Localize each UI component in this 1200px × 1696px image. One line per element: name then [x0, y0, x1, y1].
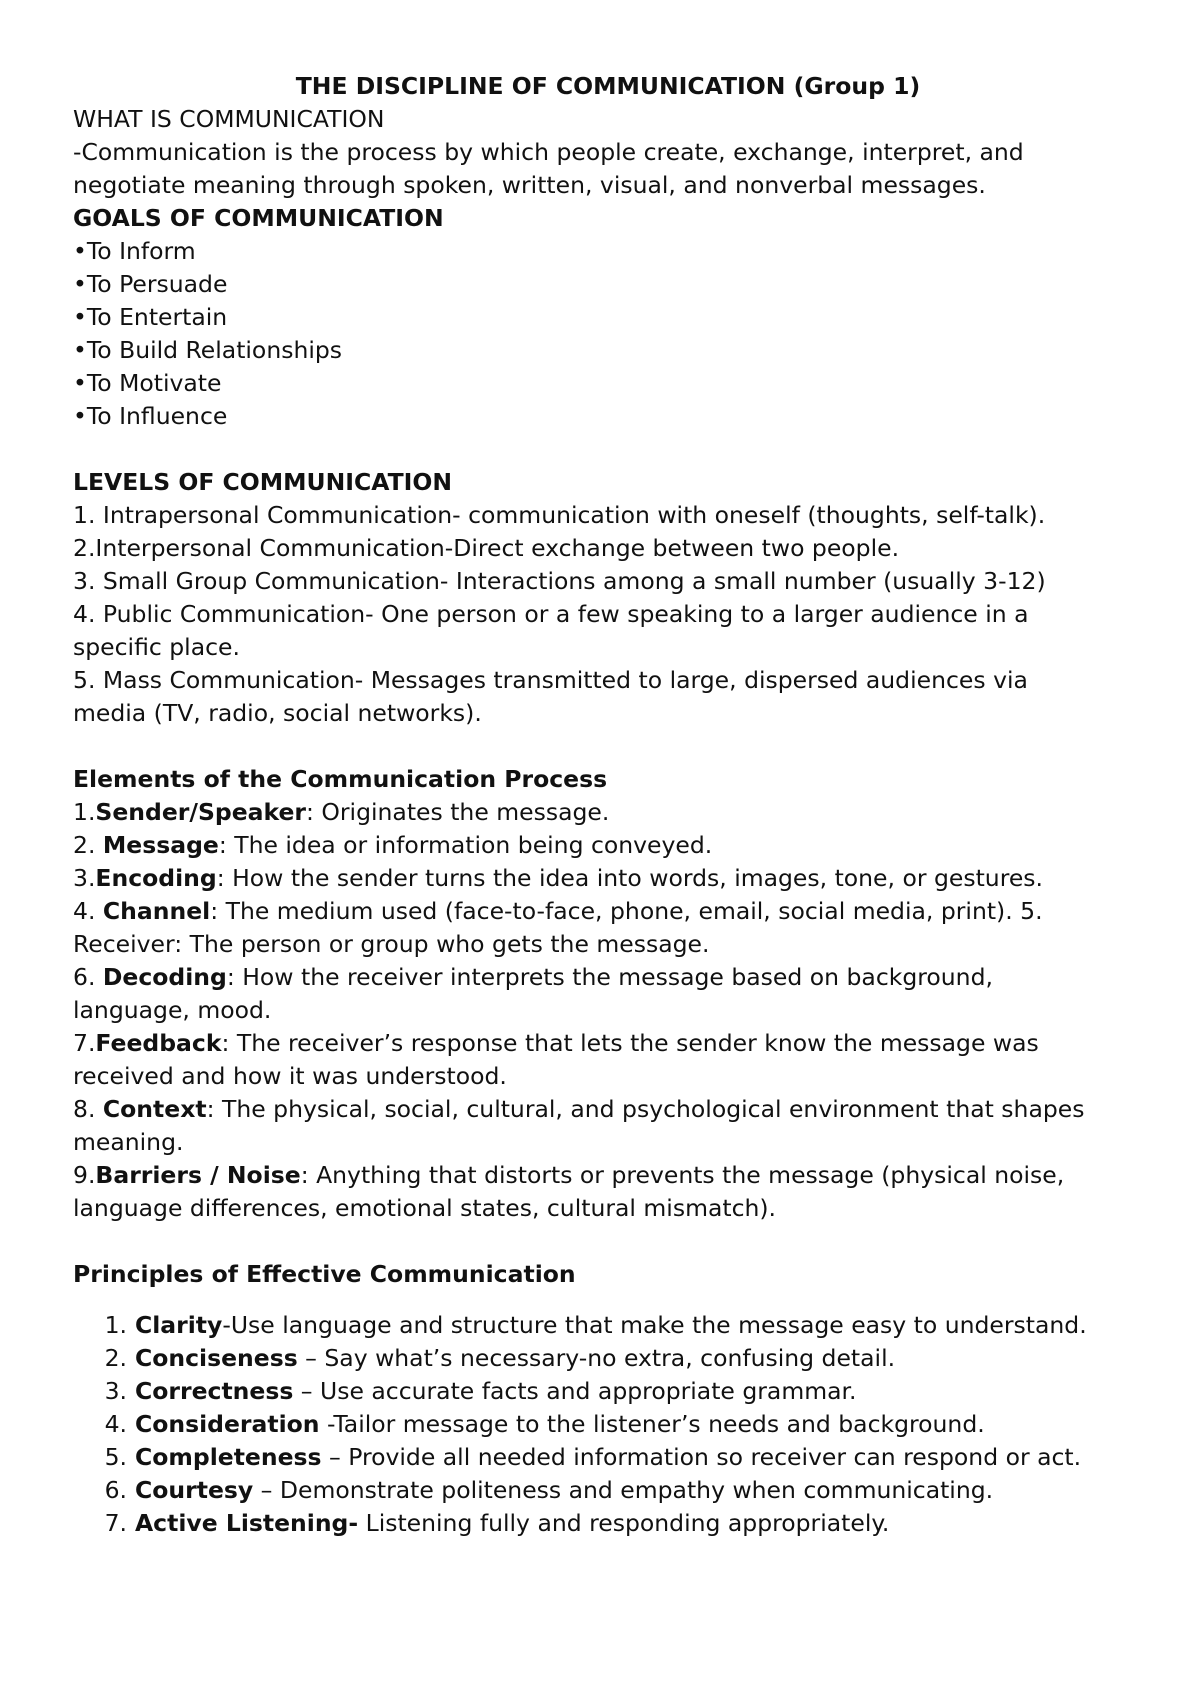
element-item [73, 829, 1153, 862]
element-number: 7. [73, 1029, 96, 1057]
element-continuation: Receiver: The person or group who gets the message. [73, 930, 710, 958]
element-text: : The medium used (face-to-face, phone, email, social media, print). 5. [210, 897, 1043, 925]
levels-heading: LEVELS OF COMMUNICATION [73, 468, 453, 496]
principle-text: Listening fully and responding appropriately. [358, 1509, 890, 1537]
element-text: : How the receiver interprets the message based on background, [226, 963, 993, 991]
principle-text: -Use language and structure that make the message easy to understand. [222, 1311, 1087, 1339]
level-line: 5. Mass Communication- Messages transmitted to large, dispersed audiences via [73, 666, 1028, 694]
definition-line-2: negotiate meaning through spoken, written, visual, and nonverbal messages. [73, 171, 986, 199]
goals-heading: GOALS OF COMMUNICATION [73, 204, 444, 232]
principle-term: Courtesy [135, 1476, 254, 1504]
level-line: specific place. [73, 633, 240, 661]
element-number: 9. [73, 1161, 96, 1189]
element-item [73, 1159, 1153, 1192]
element-term: Decoding [102, 963, 227, 991]
level-line: 4. Public Communication- One person or a few speaking to a larger audience in a [73, 600, 1029, 628]
element-item [73, 895, 1153, 928]
element-item [73, 796, 1153, 829]
document-page [73, 70, 1153, 1540]
principle-item [73, 1474, 1153, 1507]
element-continuation: meaning. [73, 1128, 184, 1156]
principle-number: 5. [104, 1443, 127, 1471]
principle-number: 3. [104, 1377, 127, 1405]
goal-item: •To Motivate [73, 369, 222, 397]
element-text: : The receiver’s response that lets the sender know the message was [221, 1029, 1039, 1057]
element-number: 6. [73, 963, 103, 991]
principle-item [73, 1342, 1153, 1375]
element-term: Encoding [95, 864, 217, 892]
level-line: 1. Intrapersonal Communication- communication with oneself (thoughts, self-talk). [73, 501, 1046, 529]
element-continuation: language differences, emotional states, cultural mismatch). [73, 1194, 777, 1222]
principle-text: – Demonstrate politeness and empathy when communicating. [253, 1476, 994, 1504]
principle-number: 1. [104, 1311, 127, 1339]
element-text: : Originates the message. [306, 798, 610, 826]
goal-item: •To Persuade [73, 270, 228, 298]
level-line: 2.Interpersonal Communication-Direct exchange between two people. [73, 534, 900, 562]
element-continuation: received and how it was understood. [73, 1062, 507, 1090]
element-number: 1. [73, 798, 96, 826]
element-term: Barriers / Noise [95, 1161, 301, 1189]
element-term: Sender/Speaker [95, 798, 307, 826]
principle-number: 2. [104, 1344, 127, 1372]
element-term: Feedback [95, 1029, 222, 1057]
document-title: THE DISCIPLINE OF COMMUNICATION (Group 1) [295, 72, 921, 100]
principle-number: 6. [104, 1476, 127, 1504]
element-continuation: language, mood. [73, 996, 272, 1024]
spacer [73, 433, 1153, 466]
principle-term: Conciseness [135, 1344, 298, 1372]
principle-term: Consideration [135, 1410, 320, 1438]
spacer [73, 730, 1153, 763]
principle-text: -Tailor message to the listener’s needs and background. [319, 1410, 985, 1438]
principle-item [73, 1507, 1153, 1540]
element-text: : The idea or information being conveyed. [218, 831, 713, 859]
principle-number: 7. [104, 1509, 127, 1537]
elements-heading: Elements of the Communication Process [73, 765, 608, 793]
element-term: Channel [102, 897, 211, 925]
element-item [73, 862, 1153, 895]
goal-item: •To Build Relationships [73, 336, 343, 364]
level-line: 3. Small Group Communication- Interactions among a small number (usually 3-12) [73, 567, 1046, 595]
element-item [73, 1093, 1153, 1126]
principle-term: Active Listening- [135, 1509, 359, 1537]
element-number: 3. [73, 864, 96, 892]
principle-term: Completeness [135, 1443, 322, 1471]
principle-item [73, 1375, 1153, 1408]
element-number: 8. [73, 1095, 103, 1123]
goal-item: •To Inform [73, 237, 196, 265]
element-number: 2. [73, 831, 103, 859]
principles-list [73, 1309, 1153, 1540]
goal-item: •To Influence [73, 402, 228, 430]
principle-term: Clarity [135, 1311, 223, 1339]
principle-item [73, 1408, 1153, 1441]
principles-heading: Principles of Effective Communication [73, 1260, 576, 1288]
level-line: media (TV, radio, social networks). [73, 699, 482, 727]
element-number: 4. [73, 897, 103, 925]
principle-item [73, 1441, 1153, 1474]
element-term: Message [102, 831, 219, 859]
element-item [73, 1027, 1153, 1060]
principle-text: – Use accurate facts and appropriate grammar. [293, 1377, 857, 1405]
what-is-heading: WHAT IS COMMUNICATION [73, 105, 385, 133]
element-text: : How the sender turns the idea into words, images, tone, or gestures. [216, 864, 1044, 892]
principle-item [73, 1309, 1153, 1342]
goal-item: •To Entertain [73, 303, 228, 331]
element-term: Context [102, 1095, 207, 1123]
element-text: : Anything that distorts or prevents the message (physical noise, [300, 1161, 1065, 1189]
element-item [73, 961, 1153, 994]
spacer [73, 1225, 1153, 1258]
principle-text: – Provide all needed information so receiver can respond or act. [321, 1443, 1082, 1471]
principle-text: – Say what’s necessary-no extra, confusing detail. [297, 1344, 896, 1372]
definition-line-1: -Communication is the process by which people create, exchange, interpret, and [73, 138, 1024, 166]
principle-number: 4. [104, 1410, 127, 1438]
principle-term: Correctness [135, 1377, 294, 1405]
element-text: : The physical, social, cultural, and psychological environment that shapes [206, 1095, 1085, 1123]
